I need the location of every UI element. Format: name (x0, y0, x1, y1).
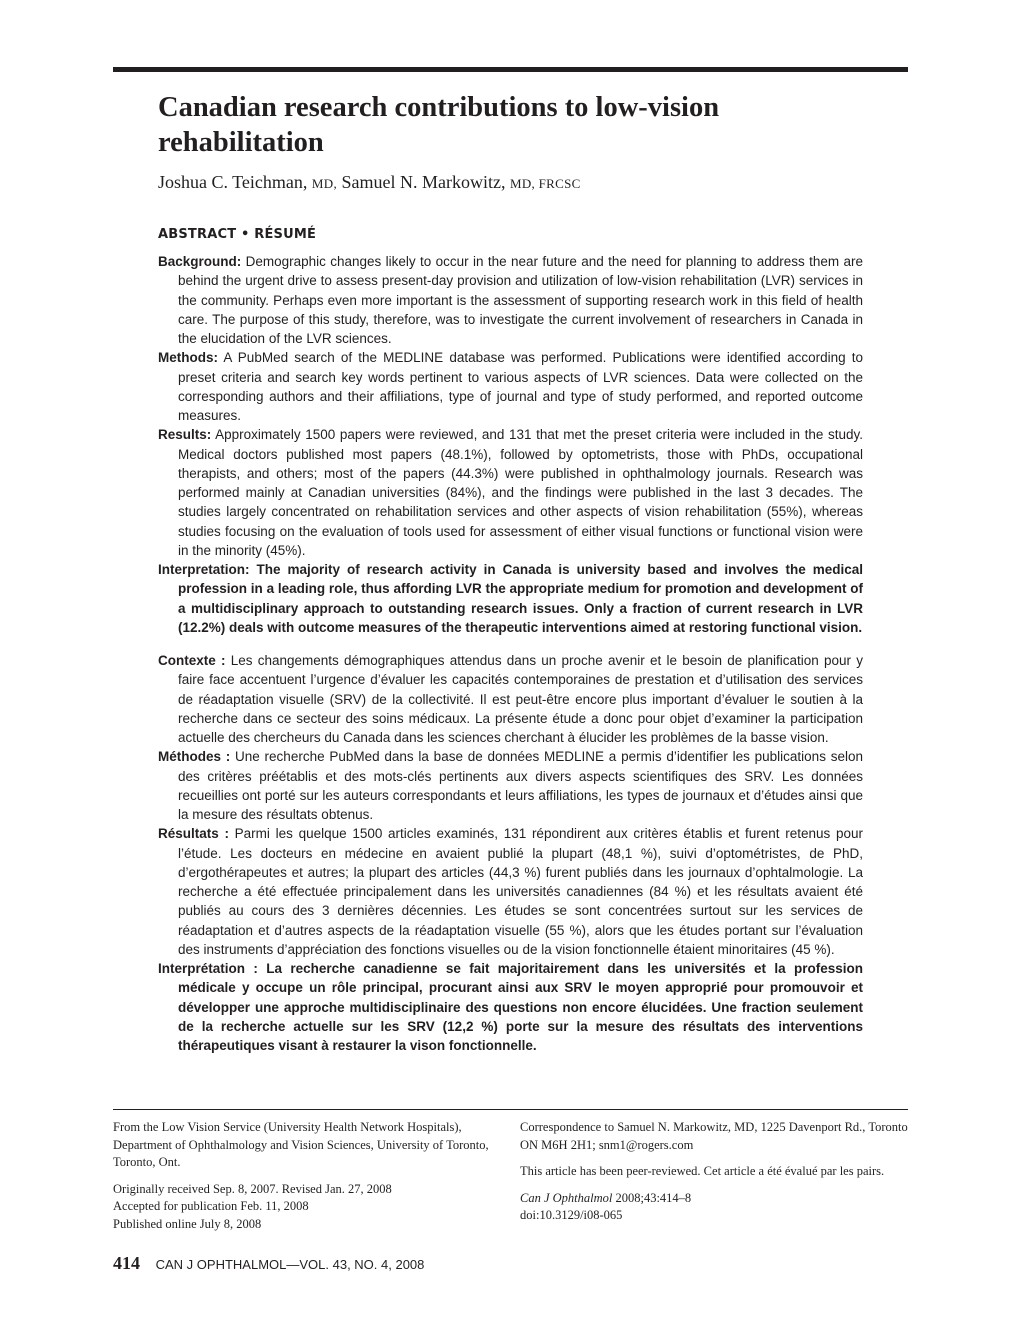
section-text: A PubMed search of the MEDLINE database was performed. Publications were identified according to preset criteria and search key words pertinent to various aspects of LVR sciences. Data were collected on the corresponding authors and their affiliations, type of journal and type of study performed, and reported outcome measures. (178, 350, 863, 423)
section-label: Methods: (158, 350, 218, 366)
author-degrees: MD, FRCSC (509, 176, 581, 191)
correspondence: Correspondence to Samuel N. Markowitz, MD, 1225 Davenport Rd., Toronto ON M6H 2H1; snm1@rogers.com (520, 1120, 908, 1152)
footnote-left (113, 1119, 501, 1233)
section-label: Interprétation : (158, 961, 258, 976)
peer-review-note: This article has been peer-reviewed. Cet article a été évalué par les pairs. (520, 1164, 885, 1178)
abstract-methods (158, 348, 863, 425)
citation-journal: Can J Ophthalmol (520, 1190, 613, 1205)
abstract-interpretation (158, 560, 863, 637)
page-number: 414 (113, 1253, 140, 1273)
received-date: Originally received Sep. 8, 2007. Revised Jan. 27, 2008 (113, 1181, 392, 1196)
resume-resultats (158, 824, 863, 959)
resume-interpretation (158, 959, 863, 1055)
page-footer (113, 1253, 424, 1274)
top-rule (113, 67, 908, 72)
section-text: Les changements démographiques attendus dans un proche avenir et le besoin de planification pour y faire face accentuent l’urgence d’évaluer les capacités contemporaines de prestation et d’utilisation des services de réadaptation visuelle (SRV) de la collectivité. Il est peut-être encore plus important d’évaluer le soutien à la recherche dans ce secteur des soins médicaux. La présente étude a donc pour objet d’examiner la participation actuelle des chercheurs du Canada dans les sciences cherchant à élucider les problèmes de la basse vision. (178, 653, 863, 745)
citation (520, 1190, 908, 1208)
abstract-results (158, 425, 863, 560)
section-text: The majority of research activity in Canada is university based and involves the medical profession in a leading role, thus affording LVR the appropriate medium for promotion and development of a multidisciplinary approach to outstanding research issues. Only a fraction of current research in LVR (12.2%) deals with outcome measures of the therapeutic interventions aimed at restoring functional vision. (178, 562, 863, 635)
section-label: Background: (158, 254, 242, 269)
section-text: Approximately 1500 papers were reviewed, and 131 that met the preset criteria were included in the study. Medical doctors published most papers (48.1%), followed by optometrists, those with PhDs, occupational therapists, and others; most of the papers (44.3%) were published in ophthalmology journals. Research was performed mainly at Canadian universities (84%), and the findings were published in the last 3 decades. The studies largely concentrated on rehabilitation services and other aspects of vision rehabilitation (55%), whereas studies focusing on the evaluation of tools used for assessment of either visual functions or functional vision were in the minority (45%). (178, 427, 863, 558)
section-label: Results: (158, 427, 212, 443)
doi: doi:10.3129/i08-065 (520, 1208, 623, 1222)
section-text: Une recherche PubMed dans la base de données MEDLINE a permis d’identifier les publications selon des critères préétablis et des mots-clés pertinents aux divers aspects scientifiques des SRV. Les données recueillies ont porté sur les auteurs correspondants et leurs affiliations, les types de journaux et d’études ainsi que la mesure des résultats obtenus. (178, 749, 863, 822)
published-date: Published online July 8, 2008 (113, 1216, 262, 1231)
affiliation: From the Low Vision Service (University Health Network Hospitals), Department of Ophthalmology and Vision Sciences, University of Toronto, Toronto, Ont. (113, 1120, 489, 1169)
author-degrees: MD, (311, 176, 337, 191)
author-name: Joshua C. Teichman, (158, 172, 308, 192)
citation-ref: 2008;43:414–8 (615, 1190, 692, 1205)
section-text: La recherche canadienne se fait majoritairement dans les universités et la profession médicale y occupe un rôle principal, procurant ainsi aux SRV le moyen approprié pour promouvoir et développer une approche multidisciplinaire des questions non encore élucidées. Une fraction seulement de la recherche actuelle sur les SRV (12,2 %) porte sur la mesure des résultats des interventions thérapeutiques visant à restaurer la vison fonctionnelle. (178, 961, 863, 1053)
section-label: Contexte : (158, 653, 226, 668)
author-name: Samuel N. Markowitz, (341, 172, 506, 192)
abstract-heading: ABSTRACT • RÉSUMÉ (158, 227, 317, 242)
section-label: Méthodes : (158, 749, 231, 765)
abstract-background (158, 252, 863, 348)
footnote-right (520, 1119, 908, 1225)
abstract-english (158, 252, 863, 1055)
journal-footer: CAN J OPHTHALMOL—VOL. 43, NO. 4, 2008 (155, 1257, 425, 1272)
section-label: Résultats : (158, 826, 229, 842)
section-text: Demographic changes likely to occur in the near future and the need for planning to address them are behind the urgent drive to assess present-day provision and utilization of low-vision rehabilitation (LVR) services in the community. Perhaps even more important is the assessment of supporting research work in this field of health care. The purpose of this study, therefore, was to investigate the current involvement of researchers in Canada in the elucidation of the LVR sciences. (178, 254, 863, 346)
article-title: Canadian research contributions to low-vision rehabilitation (158, 92, 720, 158)
author-line (158, 172, 581, 193)
section-label: Interpretation: (158, 562, 250, 577)
section-text: Parmi les quelque 1500 articles examinés, 131 répondirent aux critères établis et furent retenus pour l’étude. Les docteurs en médecine en avaient publié la plupart (48,1 %), suivi d’optométristes, de PhD, d’ergothérapeutes et autres; la plupart des articles (44,3 %) furent publiés dans les journaux d’ophtalmologie. La recherche a été effectuée principalement dans les universités canadiennes (84 %) et les résultats avaient été publiés au cours des 3 dernières décennies. Les études se sont concentrées surtout sur les services de réadaptation et d’autres aspects de la réadaptation visuelle (55 %), alors que les études portant sur l’évaluation des instruments d’appréciation des fonctions visuelles ou de la vision fonctionnelle étaient minoritaires (45 %). (178, 826, 863, 957)
resume-contexte (158, 651, 863, 747)
accepted-date: Accepted for publication Feb. 11, 2008 (113, 1199, 309, 1213)
resume-methodes (158, 747, 863, 824)
footnote-rule (113, 1109, 908, 1110)
